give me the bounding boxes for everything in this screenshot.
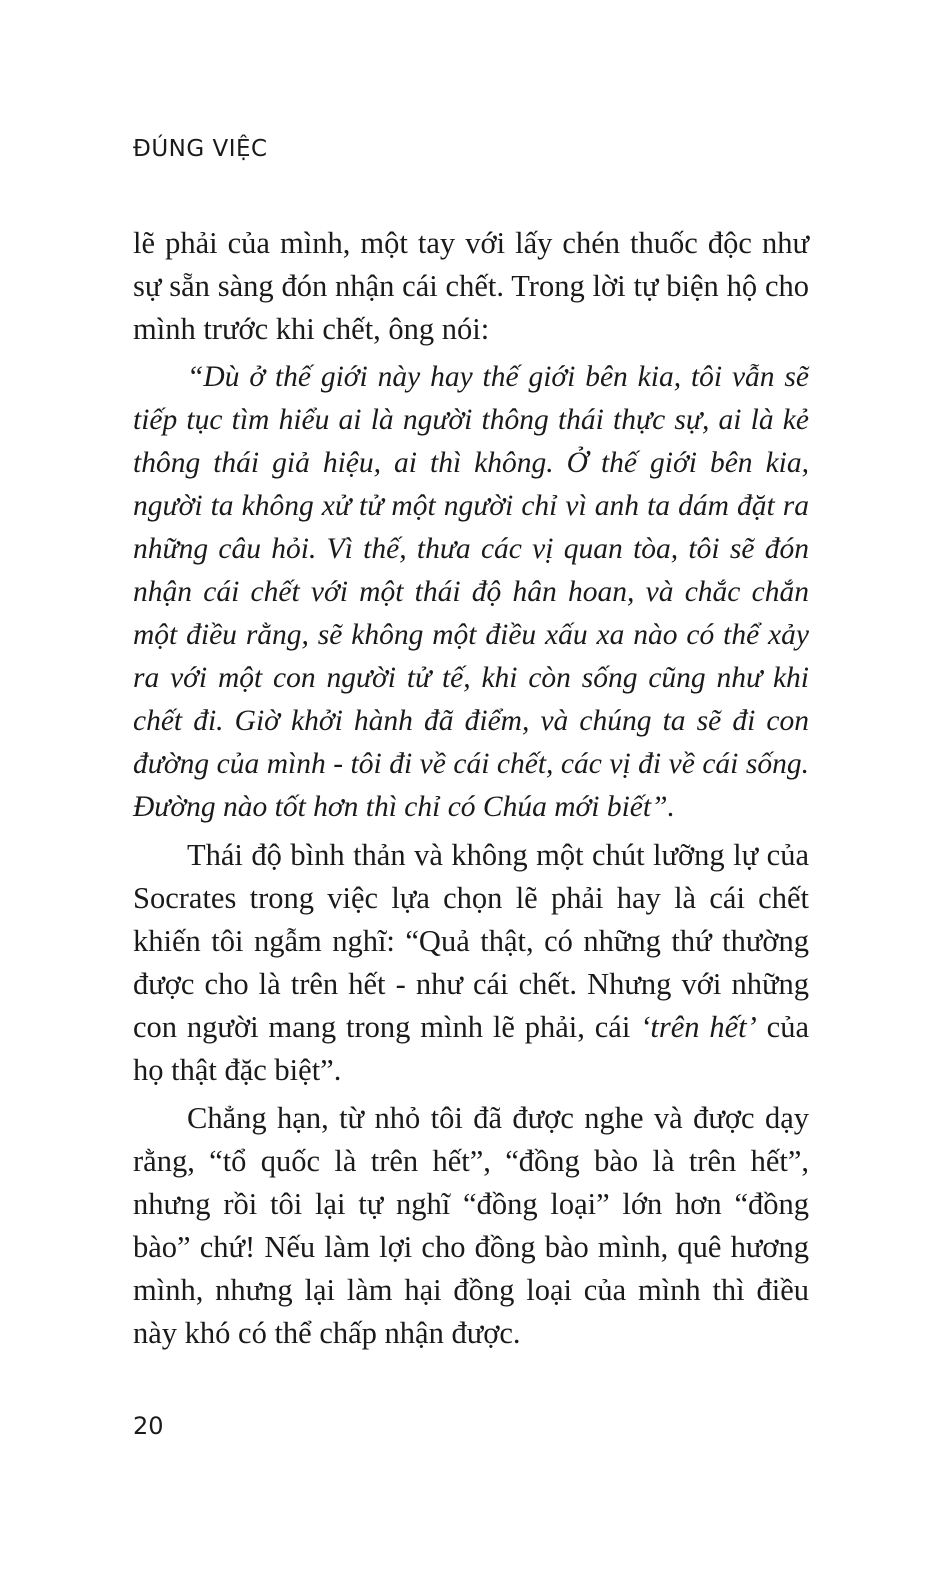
paragraph-continuation: lẽ phải của mình, một tay với lấy chén thuốc độc như sự sẵn sàng đón nhận cái chết. Trong lời tự biện hộ cho mình trước khi chết, ông nói:	[133, 226, 809, 346]
socrates-quote: “Dù ở thế giới này hay thế giới bên kia, tôi vẫn sẽ tiếp tục tìm hiểu ai là người thông thái thực sự, ai là kẻ thông thái giả hiệu, ai thì không. Ở thế giới bên kia, người ta không xử tử một người chỉ vì anh ta dám đặt ra những câu hỏi. Vì thế, thưa các vị quan tòa, tôi sẽ đón nhận cái chết với một thái độ hân hoan, và chắc chắn một điều rằng, sẽ không một điều xấu xa nào có thể xảy ra với một con người tử tế, khi còn sống cũng như khi chết đi. Giờ khởi hành đã điểm, và chúng ta sẽ đi con đường của mình - tôi đi về cái chết, các vị đi về cái sống. Đường nào tốt hơn thì chỉ có Chúa mới biết”.	[133, 361, 809, 823]
body-text	[133, 222, 809, 1355]
running-header: ĐÚNG VIỆC	[133, 136, 268, 162]
emphasis-tren-het: ‘trên hết’	[640, 1010, 757, 1044]
paragraph-reflection-text: Thái độ bình thản và không một chút lưỡng lự của Socrates trong việc lựa chọn lẽ phải hay là cái chết khiến tôi ngẫm nghĩ: “Quả thật, có những thứ thường được cho là trên hết - như cái chết. Nhưng với những con người mang trong mình lẽ phải, cái	[133, 838, 809, 1044]
paragraph-reflection-end: của họ thật đặc biệt”.	[133, 1010, 809, 1087]
paragraph-example: Chẳng hạn, từ nhỏ tôi đã được nghe và được dạy rằng, “tổ quốc là trên hết”, “đồng bào là trên hết”, nhưng rồi tôi lại tự nghĩ “đồng loại” lớn hơn “đồng bào” chứ! Nếu làm lợi cho đồng bào mình, quê hương mình, nhưng lại làm hại đồng loại của mình thì điều này khó có thể chấp nhận được.	[133, 1101, 809, 1350]
paragraph-reflection	[133, 834, 809, 1092]
page-number: 20	[133, 1412, 164, 1440]
